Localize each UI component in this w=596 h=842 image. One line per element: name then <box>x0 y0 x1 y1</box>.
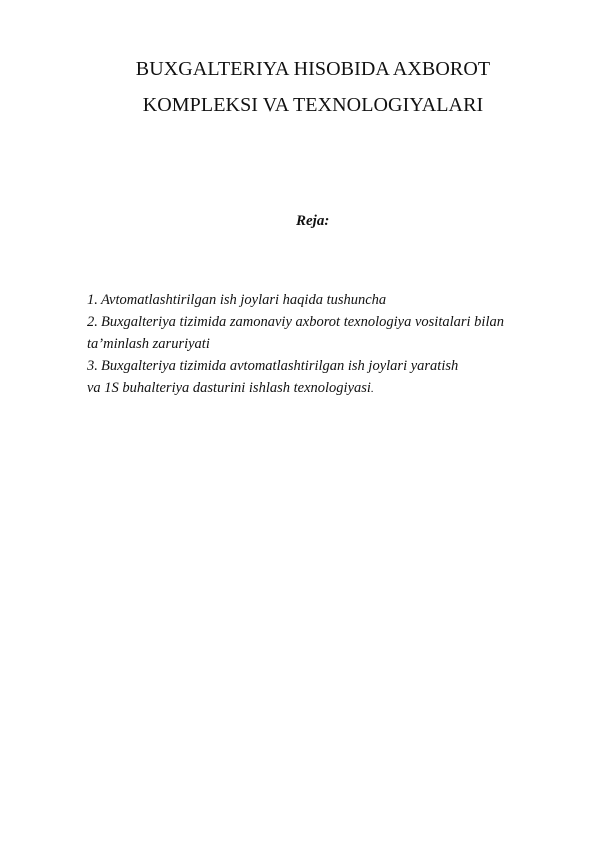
plan-item-trailing-period: . <box>370 383 374 395</box>
plan-item-number: 1. <box>87 292 98 308</box>
plan-item-2-continuation <box>87 333 577 355</box>
plan-item-1 <box>87 289 577 311</box>
document-title-line-1: BUXGALTERIYA HISOBIDA AXBOROT <box>135 58 491 80</box>
plan-item-text: ta’minlash zaruriyati <box>87 336 210 352</box>
plan-item-2 <box>87 311 577 333</box>
plan-item-3 <box>87 355 577 377</box>
document-title-line-2: KOMPLEKSI VA TEXNOLOGIYALARI <box>142 94 484 116</box>
plan-item-text: va 1S buhalteriya dasturini ishlash texnologiyasi <box>87 380 371 396</box>
plan-item-text: Buxgalteriya tizimida zamonaviy axborot texnologiya vositalari bilan <box>101 314 504 330</box>
plan-item-text: Avtomatlashtirilgan ish joylari haqida tushuncha <box>101 292 387 308</box>
plan-item-number: 3. <box>87 358 98 374</box>
plan-list <box>87 289 577 400</box>
plan-item-number: 2. <box>87 314 98 330</box>
plan-item-text: Buxgalteriya tizimida avtomatlashtirilgan ish joylari yaratish <box>101 358 459 374</box>
plan-item-3-continuation <box>87 377 577 400</box>
plan-heading: Reja: <box>296 213 330 229</box>
